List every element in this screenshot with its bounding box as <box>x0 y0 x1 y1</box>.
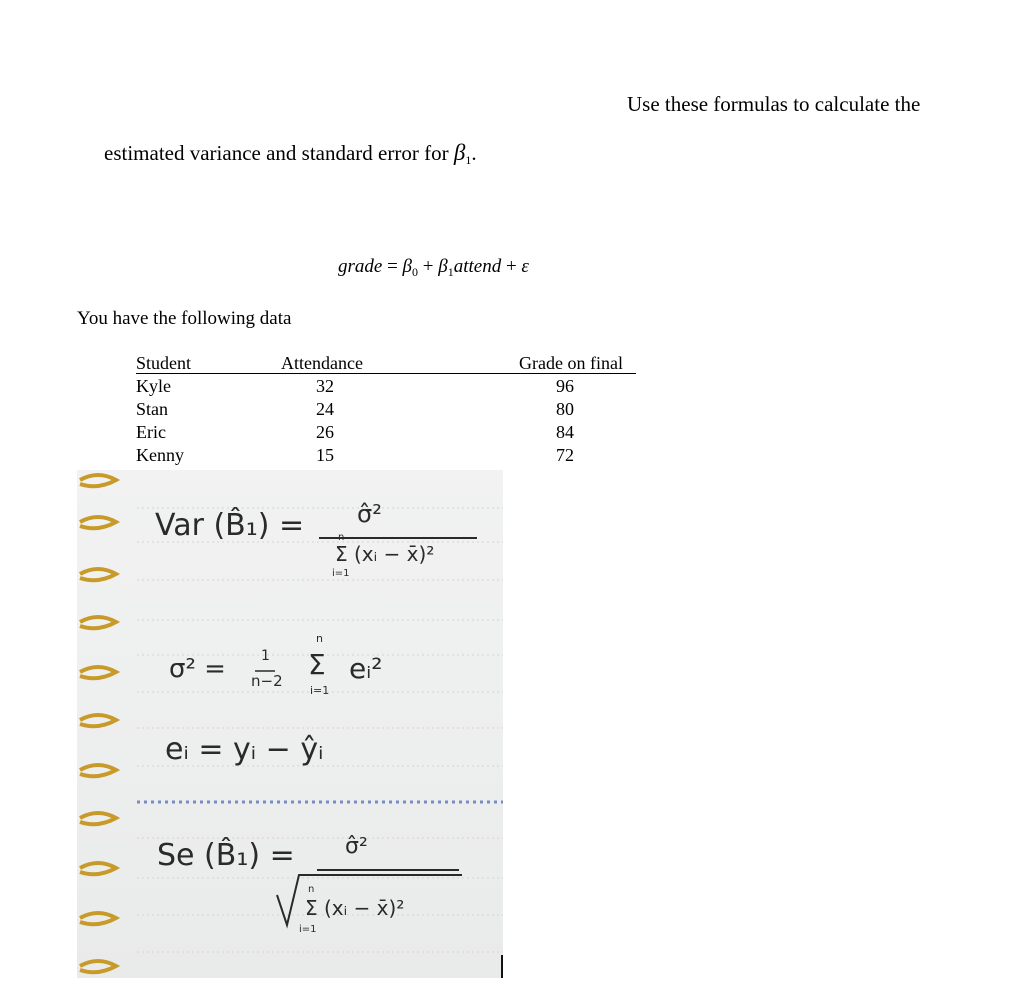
eq-epsilon: ε <box>521 256 529 277</box>
se-den-limit-bottom: i=1 <box>299 924 317 935</box>
ring-icon <box>80 667 116 678</box>
eq-plus2: + <box>505 256 517 277</box>
ring-icon <box>80 475 116 486</box>
eq-equals: = <box>387 256 398 277</box>
sigma-term: eᵢ² <box>349 652 383 685</box>
header-rule <box>136 373 636 374</box>
eq-sub1: 1 <box>447 265 454 279</box>
period: . <box>471 141 477 165</box>
header-student: Student <box>136 353 192 373</box>
eq-attend: attend <box>453 256 502 277</box>
table-cell: 32 <box>316 376 334 396</box>
table-cell: 26 <box>316 422 334 442</box>
var-num: σ̂² <box>357 500 382 528</box>
table-cell: Eric <box>136 422 166 442</box>
ring-icon <box>80 813 116 824</box>
var-den-limit-bottom: i=1 <box>332 568 350 579</box>
ring-icon <box>80 517 116 528</box>
sigma-lhs: σ² = <box>169 654 226 684</box>
table-cell: 15 <box>316 445 334 465</box>
ring-icon <box>80 569 116 580</box>
header-attendance: Attendance <box>281 353 363 373</box>
notebook-lines <box>77 470 503 978</box>
instructions-text: estimated variance and standard error for <box>104 141 449 165</box>
eq-beta0: β <box>402 256 413 277</box>
table-cell: Kenny <box>136 445 184 465</box>
eq-plus1: + <box>422 256 434 277</box>
instructions-line1: Use these formulas to calculate the <box>627 92 921 116</box>
se-num: σ̂² <box>345 834 368 859</box>
sigma-frac-den: n−2 <box>251 672 283 690</box>
spiral-binding <box>76 472 124 982</box>
se-den-limit-top: n <box>308 884 315 895</box>
header-grade: Grade on final <box>519 353 623 373</box>
residual-definition: eᵢ = yᵢ − ŷᵢ <box>165 732 324 767</box>
notebook-photo <box>77 470 503 978</box>
sigma-frac-num: 1 <box>261 648 270 664</box>
ring-icon <box>80 863 116 874</box>
instructions-line2 <box>104 140 477 168</box>
se-lhs: Se (B̂₁) = <box>157 838 295 873</box>
se-den: Σ (xᵢ − x̄)² <box>305 896 405 920</box>
ring-icon <box>80 715 116 726</box>
table-cell: Stan <box>136 399 169 419</box>
var-lhs: Var (B̂₁) = <box>155 508 305 543</box>
sigma-limit-top: n <box>316 632 323 645</box>
ring-icon <box>80 617 116 628</box>
table-cell: 24 <box>316 399 334 419</box>
eq-beta1: β <box>438 256 448 277</box>
beta-symbol: β <box>453 140 466 165</box>
sigma-sum: Σ <box>308 648 326 681</box>
data-intro: You have the following data <box>77 308 292 329</box>
model-equation <box>338 256 529 280</box>
ring-icon <box>80 961 116 972</box>
beta-subscript: 1 <box>465 153 472 167</box>
table-cell: 96 <box>556 376 574 396</box>
ring-icon <box>80 765 116 776</box>
table-cell: 72 <box>556 445 574 465</box>
eq-lhs: grade <box>338 256 383 277</box>
table-cell: 84 <box>556 422 574 442</box>
eq-sub0: 0 <box>412 265 419 279</box>
sigma-limit-bottom: i=1 <box>310 684 330 697</box>
table-cell: Kyle <box>136 376 171 396</box>
var-den-limit-top: n <box>338 532 345 543</box>
ring-icon <box>80 913 116 924</box>
var-den: Σ (xᵢ − x̄)² <box>335 542 435 566</box>
table-cell: 80 <box>556 399 574 419</box>
